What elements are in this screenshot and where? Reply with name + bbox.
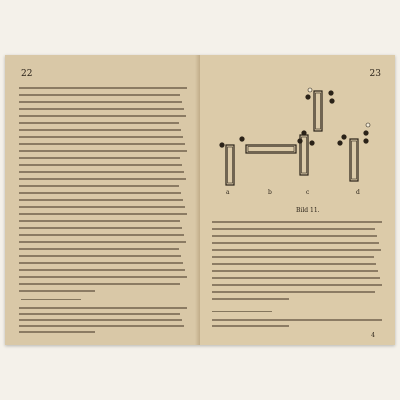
text-line-placeholder — [19, 313, 180, 315]
text-line-placeholder — [19, 227, 182, 229]
text-line-placeholder — [212, 284, 382, 286]
text-line-placeholder — [19, 269, 185, 271]
text-line-placeholder — [19, 248, 179, 250]
text-line-placeholder — [212, 221, 382, 223]
right-footnote-rule — [212, 311, 272, 312]
text-line-placeholder — [19, 94, 180, 96]
text-line-placeholder — [212, 291, 375, 293]
text-line-placeholder — [19, 241, 186, 243]
signature-mark: 4 — [371, 332, 375, 339]
text-line-placeholder — [19, 178, 186, 180]
stretcher-b — [246, 145, 296, 153]
text-line-placeholder — [19, 331, 95, 333]
text-line-placeholder — [19, 199, 183, 201]
text-line-placeholder — [212, 325, 289, 327]
text-line-placeholder — [19, 290, 95, 292]
text-line-placeholder — [19, 157, 180, 159]
text-line-placeholder — [19, 283, 180, 285]
text-line-placeholder — [212, 270, 378, 272]
text-line-placeholder — [19, 143, 185, 145]
text-line-placeholder — [212, 277, 380, 279]
text-line-placeholder — [19, 220, 180, 222]
page-number-left: 22 — [21, 69, 33, 79]
text-line-placeholder — [19, 325, 184, 327]
text-line-placeholder — [19, 136, 183, 138]
text-line-placeholder — [19, 213, 187, 215]
figure-label-d: d — [356, 189, 360, 196]
stretcher-diagram — [218, 79, 388, 199]
left-footnote-rule — [21, 299, 81, 300]
page-number-right: 23 — [369, 69, 381, 79]
text-line-placeholder — [19, 150, 187, 152]
figure-caption: Bild 11. — [296, 207, 320, 214]
text-line-placeholder — [19, 164, 182, 166]
text-line-placeholder — [212, 228, 375, 230]
text-line-placeholder — [19, 171, 184, 173]
figure-label-b: b — [268, 189, 272, 196]
text-line-placeholder — [19, 307, 187, 309]
text-line-placeholder — [19, 192, 181, 194]
text-line-placeholder — [19, 206, 185, 208]
stretcher-diagram-figure — [218, 79, 388, 199]
text-line-placeholder — [212, 319, 382, 321]
left-page — [5, 55, 200, 345]
text-line-placeholder — [212, 298, 289, 300]
text-line-placeholder — [19, 185, 179, 187]
text-line-placeholder — [19, 115, 186, 117]
text-line-placeholder — [19, 276, 187, 278]
text-line-placeholder — [19, 319, 182, 321]
text-line-placeholder — [19, 108, 184, 110]
text-line-placeholder — [19, 255, 181, 257]
text-line-placeholder — [19, 122, 179, 124]
text-line-placeholder — [212, 235, 377, 237]
figure-label-c: c — [306, 189, 310, 196]
text-line-placeholder — [212, 263, 376, 265]
text-line-placeholder — [19, 101, 182, 103]
text-line-placeholder — [212, 249, 381, 251]
text-line-placeholder — [19, 129, 181, 131]
right-page — [200, 55, 395, 345]
stretcher-a — [226, 145, 234, 185]
text-line-placeholder — [212, 256, 374, 258]
text-line-placeholder — [19, 262, 183, 264]
text-line-placeholder — [19, 87, 187, 89]
figure-label-a: a — [226, 189, 230, 196]
book-spread — [5, 55, 395, 345]
text-line-placeholder — [19, 234, 184, 236]
text-line-placeholder — [212, 242, 379, 244]
